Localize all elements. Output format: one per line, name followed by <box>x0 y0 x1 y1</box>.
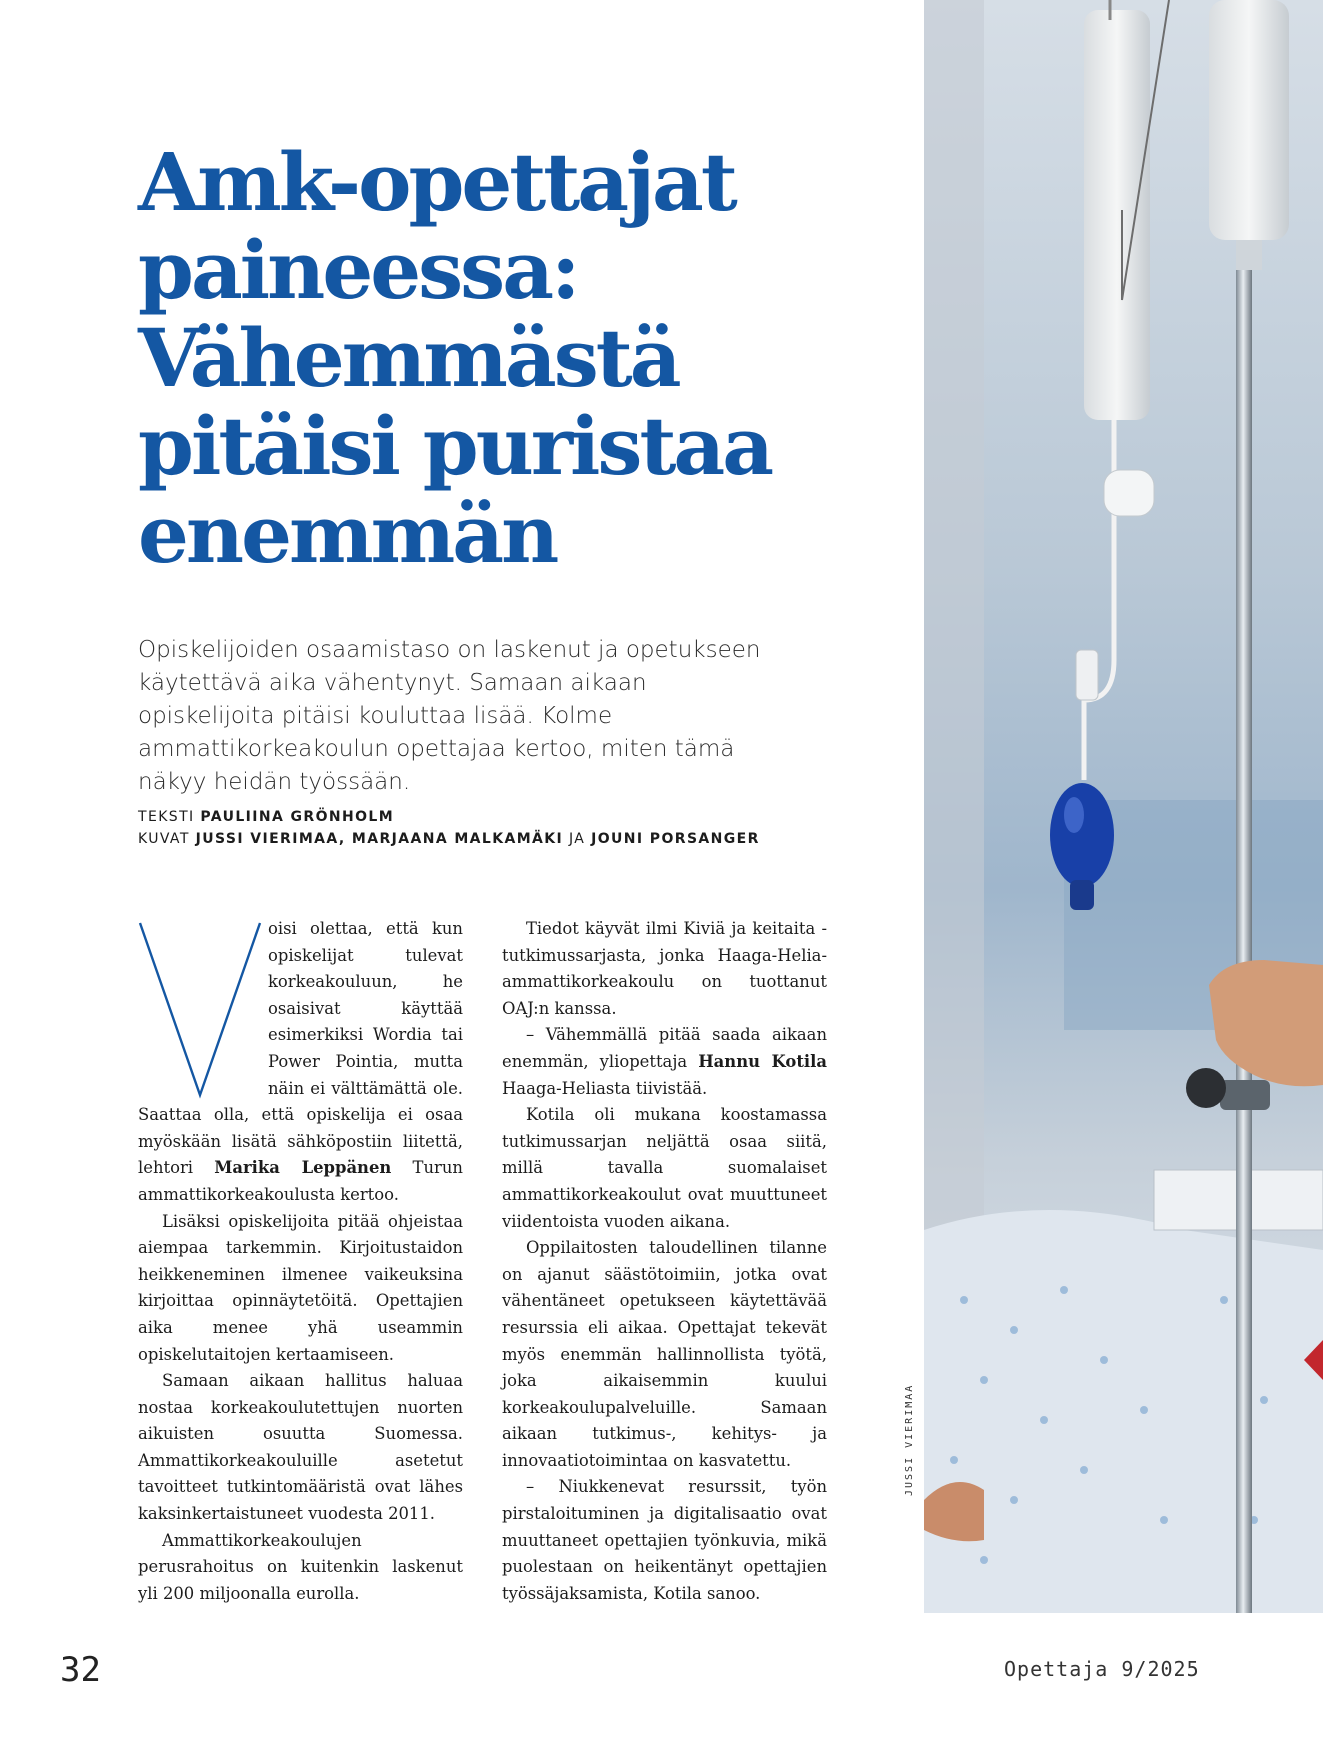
headline-line: Vähemmästä <box>138 311 679 405</box>
paragraph-text: – Vähemmällä pitää saada aikaan enemmän, yliopettaja <box>502 1025 827 1071</box>
magazine-issue: Opettaja 9/2025 <box>1004 1657 1200 1681</box>
person-name: Hannu Kotila <box>698 1051 827 1071</box>
paragraph-text: oisi olettaa, että kun opiskelijat tulevat korkeakouluun, he osaisivat käyttää esimerkiksi Wordia tai Power Pointia, mutta näin ei välttämättä ole. Saattaa olla, että opiskelija ei osaa myöskään lisätä sähköpostiin liitettä, lehtori <box>138 919 463 1178</box>
dropcap-v <box>138 919 262 1099</box>
headline-line: Amk-opettajat <box>138 135 735 229</box>
body-column-1 <box>138 916 463 1607</box>
body-paragraph: Oppilaitosten taloudellinen tilanne on ajanut säästötoimiin, jotka ovat vähentäneet opetukseen käytettävää resurssia eli aikaa. Opettajat tekevät myös enemmän hallinnollista työtä, joka aikaisemmin kuului korkeakoulupalveluille. Samaan aikaan tutkimus-, kehitys- ja innovaatiotoimintaa on kasvatettu. <box>502 1238 827 1470</box>
paragraph-text: Haaga-Heliasta tiivistää. <box>502 1078 708 1098</box>
photographer-name: JOUNI PORSANGER <box>591 831 760 847</box>
body-paragraph: Tiedot käyvät ilmi Kiviä ja keitaita -tutkimussarjasta, jonka Haaga-Helia-ammattikorkeakoulu on tuottanut OAJ:n kanssa. <box>502 919 827 1018</box>
headline-line: enemmän <box>138 487 557 581</box>
article-credits <box>138 806 818 850</box>
body-paragraph <box>502 1022 827 1102</box>
dropcap-letter: V <box>200 1039 201 1040</box>
body-paragraph: Samaan aikaan hallitus haluaa nostaa korkeakoulutettujen nuorten aikuisten osuutta Suomessa. Ammattikorkeakouluille asetetut tavoitteet tutkintomääristä ovat lähes kaksinkertaistuneet vuodesta 2011. <box>138 1371 463 1524</box>
page-number: 32 <box>60 1650 101 1690</box>
body-paragraph: Kotila oli mukana koostamassa tutkimussarjan neljättä osaa siitä, millä tavalla suomalaiset ammattikorkeakoulut ovat muuttuneet viidentoista vuoden aikana. <box>502 1105 827 1231</box>
photographer-names: JUSSI VIERIMAA, MARJAANA MALKAMÄKI <box>195 831 564 847</box>
body-paragraph: Ammattikorkeakoulujen perusrahoitus on kuitenkin laskenut yli 200 miljoonalla eurolla. <box>138 1530 463 1603</box>
body-paragraph: – Niukkenevat resurssit, työn pirstaloituminen ja digitalisaatio ovat muuttaneet opettajien työnkuvia, mikä puolestaan on heikentänyt opettajien työssäjaksamista, Kotila sanoo. <box>502 1477 827 1603</box>
person-name: Marika Leppänen <box>214 1158 392 1178</box>
photo-credit: JUSSI VIERIMAA <box>904 1383 915 1496</box>
body-paragraph: Lisäksi opiskelijoita pitää ohjeistaa aiempaa tarkemmin. Kirjoitustaidon heikkeneminen ilmenee vaikeuksina kirjoittaa opinnäytetöitä. Opettajien aika menee yhä useammin opiskelutaitojen kertaamiseen. <box>138 1211 463 1364</box>
body-column-2 <box>502 916 827 1607</box>
article-lead: Opiskelijoiden osaamistaso on laskenut ja opetukseen käytettävä aika vähentynyt. Samaan aikaan opiskelijoita pitäisi kouluttaa lisää. Kolme ammattikorkeakoulun opettajaa kertoo, miten tämä näkyy heidän työssään. <box>138 637 761 795</box>
headline-line: paineessa: <box>138 223 578 317</box>
photo-credit-label: KUVAT <box>138 831 190 847</box>
hospital-iv-photo <box>924 0 1323 1613</box>
iv-stand-illustration <box>924 0 1323 1613</box>
text-credit <box>138 806 818 828</box>
article-headline <box>138 135 818 581</box>
headline-line: pitäisi puristaa <box>138 399 772 493</box>
credit-conjunction: JA <box>569 831 586 847</box>
body-paragraph <box>138 916 463 1209</box>
paragraph-text: Turun ammattikorkeakoulusta kertoo. <box>138 1158 463 1204</box>
photo-credits <box>138 828 818 850</box>
text-credit-label: TEKSTI <box>138 809 195 825</box>
author-name: PAULIINA GRÖNHOLM <box>200 809 395 825</box>
